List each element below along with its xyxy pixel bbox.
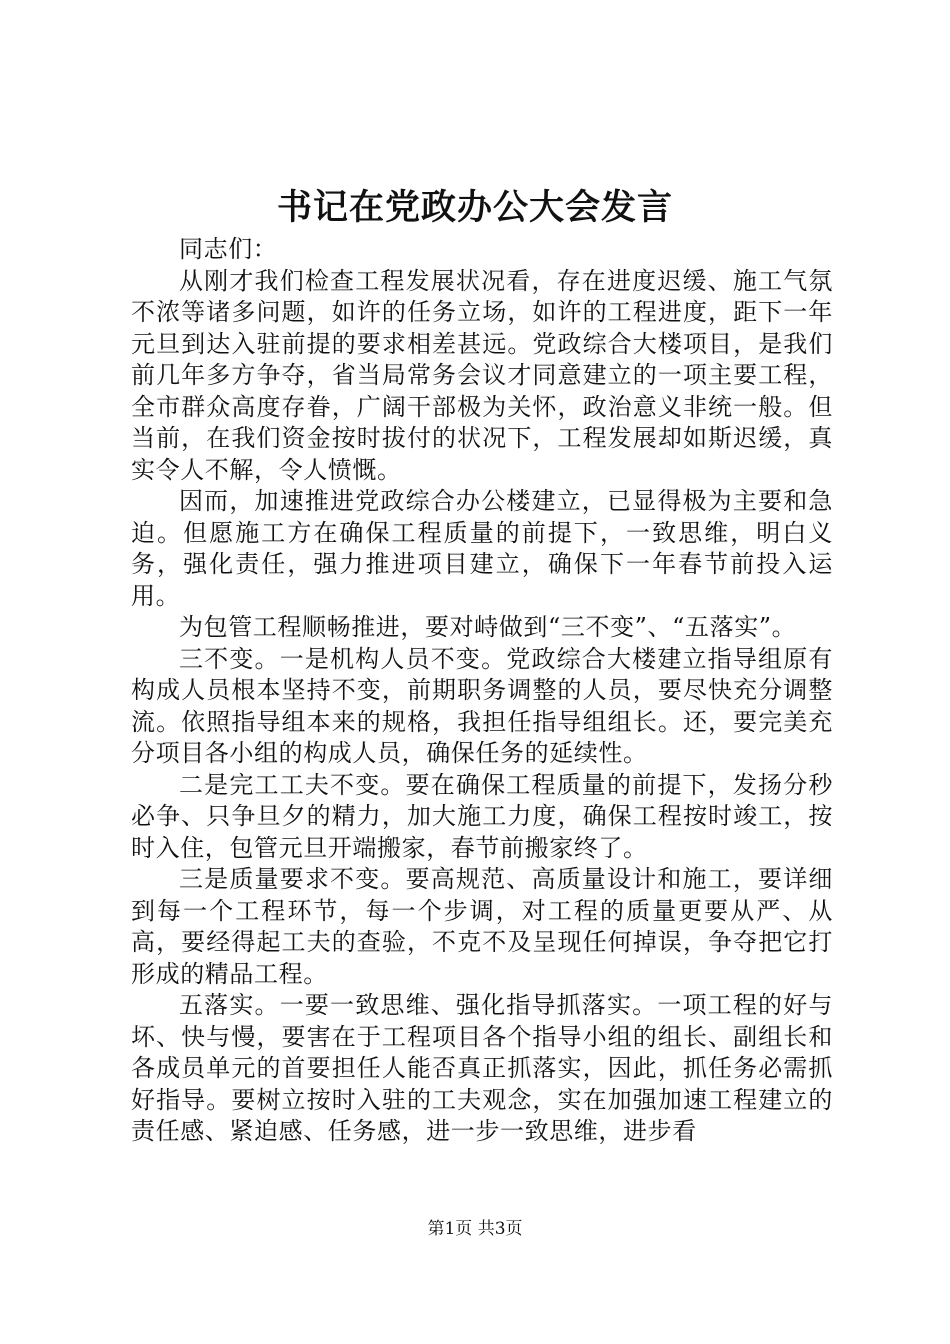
paragraph: 为包管工程顺畅推进，要对峙做到“三不变”、“五落实”。 xyxy=(179,613,797,641)
paragraph: 因而，加速推进党政综合办公楼建立，已显得极为主要和急迫。但愿施工方在确保工程质量的前提下，一致思维，明白义务，强化责任，强力推进项目建立，确保下一年春节前投入运用。 xyxy=(131,487,833,610)
paragraph: 二是完工工夫不变。要在确保工程质量的前提下，发扬分秒必争、只争旦夕的精力，加大施工力度，确保工程按时竣工，按时入住，包管元旦开端搬家，春节前搬家终了。 xyxy=(131,770,833,862)
paragraph: 三是质量要求不变。要高规范、高质量设计和施工，要详细到每一个工程环节，每一个步调，对工程的质量更要从严、从高，要经得起工夫的查验，不克不及呈现任何掉误，争夺把它打形成的精品工程。 xyxy=(131,865,833,988)
document-body xyxy=(131,234,833,1148)
paragraph: 从刚才我们检查工程发展状况看，存在进度迟缓、施工气氛不浓等诸多问题，如许的任务立场，如许的工程进度，距下一年元旦到达入驻前提的要求相差甚远。党政综合大楼项目，是我们前几年多方争夺，省当局常务会议才同意建立的一项主要工程，全市群众高度存眷，广阔干部极为关怀，政治意义非统一般。但当前，在我们资金按时拔付的状况下，工程发展却如斯迟缓，真实令人不解，令人愤慨。 xyxy=(131,266,833,484)
document-title: 书记在党政办公大会发言 xyxy=(276,187,673,228)
paragraph: 五落实。一要一致思维、强化指导抓落实。一项工程的好与坏、快与慢，要害在于工程项目各个指导小组的组长、副组长和各成员单元的首要担任人能否真正抓落实，因此，抓任务必需抓好指导。要树立按时入驻的工夫观念，实在加强加速工程建立的责任感、紧迫感、任务感，进一步一致思维，进步看 xyxy=(131,991,833,1145)
paragraph: 三不变。一是机构人员不变。党政综合大楼建立指导组原有构成人员根本坚持不变，前期职务调整的人员，要尽快充分调整流。依照指导组本来的规格，我担任指导组组长。还，要完美充分项目各小组的构成人员，确保任务的延续性。 xyxy=(131,644,833,767)
salutation: 同志们： xyxy=(179,235,278,263)
page-footer: 第1页 共3页 xyxy=(427,1219,523,1239)
